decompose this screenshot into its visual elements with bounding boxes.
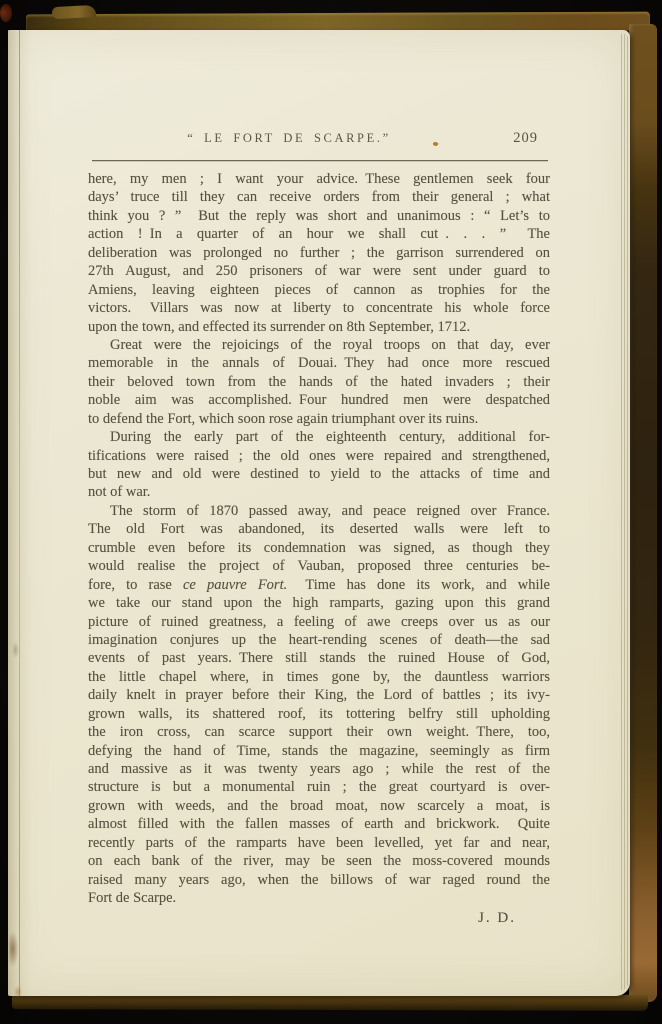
text-line: action ! In a quarter of an hour we shall cut . . . ” The	[88, 226, 550, 243]
text-line: 27th August, and 250 prisoners of war were sent under guard to	[88, 263, 550, 280]
text-line: victors. Villars was now at liberty to concentrate his whole force	[88, 300, 550, 317]
running-title: “ LE FORT DE SCARPE.”	[187, 131, 391, 145]
text-line: would realise the project of Vauban, proposed three centuries be-	[88, 558, 550, 575]
text-line: recently parts of the ramparts have been levelled, yet far and near,	[88, 834, 550, 851]
printed-content	[8, 30, 630, 996]
text-line: we take our stand upon the high ramparts, gazing upon this grand	[88, 595, 550, 612]
text-line: upon the town, and effected its surrender on 8th September, 1712.	[88, 318, 471, 335]
text-line: grown walls, its shattered roof, its tottering belfry still upholding	[88, 705, 550, 722]
text-line: imagination conjures up the heart-rending scenes of death—the sad	[88, 631, 550, 648]
text-line: Great were the rejoicings of the royal troops on that day, ever	[110, 336, 550, 353]
text-line: their beloved town from the hands of the hated invaders ; their	[88, 373, 550, 390]
text-line: the little chapel where, in times gone by, the dauntless warriors	[88, 668, 550, 685]
text-line: Fort de Scarpe.	[88, 890, 177, 907]
text-line: The storm of 1870 passed away, and peace reigned over France.	[110, 502, 550, 519]
text-line: noble aim was accomplished. Four hundred men were despatched	[88, 392, 550, 409]
running-head	[88, 131, 550, 151]
text-line: and massive as it was twenty years ago ; while the rest of the	[88, 761, 550, 777]
text-line: structure is but a monumental ruin ; the great courtyard is over-	[88, 779, 550, 796]
text-line: raised many years ago, when the billows of war raged round the	[88, 871, 550, 888]
page-number: 209	[513, 130, 538, 146]
text-line: defying the hand of Time, stands the magazine, seemingly as firm	[88, 742, 550, 759]
text-line: picture of ruined greatness, a feeling of awe creeps over us as our	[88, 613, 550, 630]
author-initials: J. D.	[478, 909, 516, 926]
book-spine-speck	[0, 4, 12, 22]
book-cover-worn-corner	[52, 5, 97, 19]
text-line: the iron cross, can scarce support their own weight. There, too,	[88, 724, 550, 741]
text-line: almost filled with the fallen masses of earth and brickwork. Quite	[88, 816, 550, 833]
header-divider-rule	[92, 160, 548, 161]
text-line: deliberation was prolonged no further ; the garrison surrendered on	[88, 244, 550, 261]
body-text	[88, 170, 550, 927]
text-line: not of war.	[88, 484, 151, 501]
text-line: to defend the Fort, which soon rose again triumphant over its ruins.	[88, 410, 479, 427]
text-line: days’ truce till they can receive orders from their general ; what	[88, 189, 550, 206]
text-line: but new and old were destined to yield to the attacks of time and	[88, 466, 550, 482]
text-line: tifications were raised ; the old ones were repaired and strengthened,	[88, 447, 550, 464]
text-line: events of past years. There still stands the ruined House of God,	[88, 650, 550, 667]
text-line: think you ? ” But the reply was short and unanimous : “ Let’s to	[88, 207, 550, 224]
book-page	[8, 30, 630, 996]
text-line: During the early part of the eighteenth century, additional for-	[110, 429, 550, 446]
book-cover-right-edge	[629, 24, 657, 1002]
text-line: here, my men ; I want your advice. These gentlemen seek four	[88, 171, 550, 187]
text-line: fore, to rase ce pauvre Fort. Time has done its work, and while	[88, 576, 550, 593]
text-line: The old Fort was abandoned, its deserted walls were left to	[88, 521, 550, 538]
text-line: memorable in the annals of Douai. They had once more rescued	[88, 355, 550, 372]
text-line: crumble even before its condemnation was signed, as though they	[88, 539, 550, 556]
text-line: daily knelt in prayer before their King, the Lord of battles ; its ivy-	[88, 687, 550, 704]
text-line: Amiens, leaving eighteen pieces of cannon as trophies for the	[88, 281, 550, 298]
text-line: grown with weeds, and the broad moat, now scarcely a moat, is	[88, 797, 550, 814]
text-line: on each bank of the river, may be seen the moss-covered mounds	[88, 853, 550, 870]
